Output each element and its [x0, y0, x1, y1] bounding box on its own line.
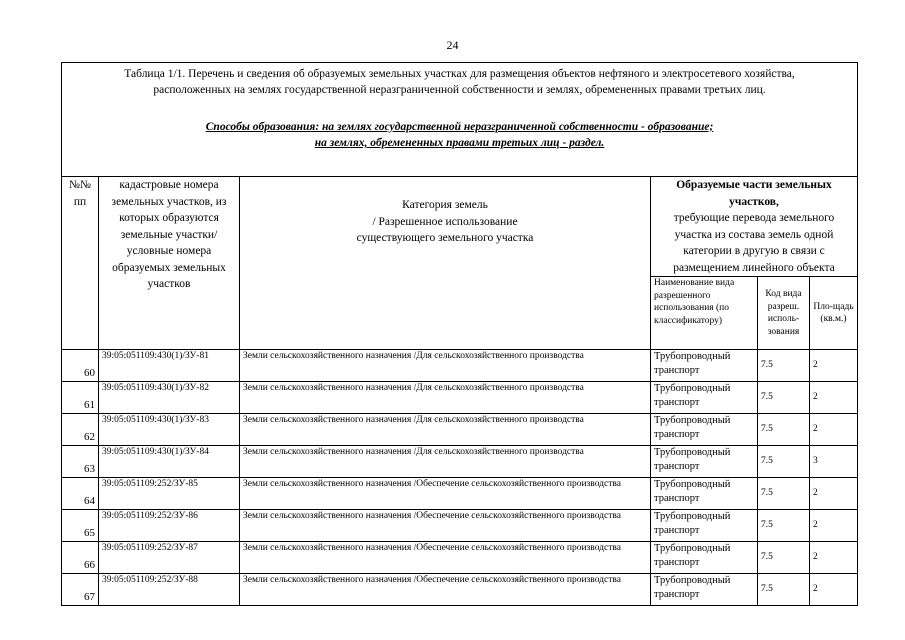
row-permitted-use: Трубопроводный транспорт [651, 542, 758, 574]
table-caption [62, 63, 858, 177]
header-category-line-3: существующего земельного участка [356, 232, 534, 244]
row-land-category: Земли сельскохозяйственного назначения /Обеспечение сельскохозяйственного производства [240, 510, 651, 542]
header-num: №№ пп [62, 177, 99, 350]
row-number: 67 [62, 574, 99, 606]
page-number: 24 [446, 38, 459, 52]
row-area: 3 [810, 446, 858, 478]
table-row [62, 542, 858, 574]
row-cadastral-number: 39:05:051109:252/ЗУ-86 [99, 510, 240, 542]
header-parts [651, 177, 858, 277]
caption-line-2: расположенных на землях государственной неразграниченной собственности и землях, обремененных правами третьих лиц. [153, 84, 766, 96]
row-land-category: Земли сельскохозяйственного назначения /Для сельскохозяйственного производства [240, 382, 651, 414]
row-use-code: 7.5 [758, 574, 810, 606]
caption-row [62, 63, 858, 177]
row-area: 2 [810, 510, 858, 542]
row-use-code: 7.5 [758, 382, 810, 414]
table-row [62, 414, 858, 446]
row-permitted-use: Трубопроводный транспорт [651, 350, 758, 382]
row-cadastral-number: 39:05:051109:430(1)/ЗУ-83 [99, 414, 240, 446]
row-land-category: Земли сельскохозяйственного назначения /Для сельскохозяйственного производства [240, 414, 651, 446]
row-cadastral-number: 39:05:051109:430(1)/ЗУ-84 [99, 446, 240, 478]
header-area: Пло-щадь (кв.м.) [810, 277, 858, 350]
caption-line-1: Таблица 1/1. Перечень и сведения об образуемых земельных участках для размещения объектов нефтяного и электросетевого хозяйства, [124, 68, 795, 80]
row-use-code: 7.5 [758, 478, 810, 510]
row-use-code: 7.5 [758, 446, 810, 478]
row-cadastral-number: 39:05:051109:252/ЗУ-88 [99, 574, 240, 606]
land-plots-table [61, 62, 858, 606]
row-number: 63 [62, 446, 99, 478]
row-permitted-use: Трубопроводный транспорт [651, 478, 758, 510]
row-number: 62 [62, 414, 99, 446]
header-category-line-2: / Разрешенное использование [372, 215, 518, 228]
row-use-code: 7.5 [758, 510, 810, 542]
header-category-line-1: Категория земель [402, 199, 488, 211]
row-cadastral-number: 39:05:051109:252/ЗУ-85 [99, 478, 240, 510]
table-row [62, 574, 858, 606]
header-code: Код вида разреш. исполь-зования [758, 277, 810, 350]
row-number: 65 [62, 510, 99, 542]
header-category [240, 177, 651, 350]
row-cadastral-number: 39:05:051109:430(1)/ЗУ-81 [99, 350, 240, 382]
header-parts-rest: требующие перевода земельного участка из состава земель одной категории в другую в связи с размещением линейного объекта [673, 212, 835, 274]
table-row [62, 382, 858, 414]
row-number: 60 [62, 350, 99, 382]
table-row [62, 446, 858, 478]
methods-line-2: на землях, обремененных правами третьих лиц - раздел. [314, 137, 605, 149]
row-area: 2 [810, 414, 858, 446]
row-number: 66 [62, 542, 99, 574]
methods-line-1: Способы образования: на землях государственной неразграниченной собственности - образование; [205, 121, 714, 133]
table-row [62, 510, 858, 542]
row-permitted-use: Трубопроводный транспорт [651, 510, 758, 542]
header-row-1 [62, 177, 858, 277]
row-land-category: Земли сельскохозяйственного назначения /Обеспечение сельскохозяйственного производства [240, 478, 651, 510]
table-row [62, 350, 858, 382]
row-land-category: Земли сельскохозяйственного назначения /Для сельскохозяйственного производства [240, 446, 651, 478]
row-permitted-use: Трубопроводный транспорт [651, 446, 758, 478]
header-parts-bold: Образуемые части земельных участков, [676, 179, 832, 208]
row-land-category: Земли сельскохозяйственного назначения /Для сельскохозяйственного производства [240, 350, 651, 382]
row-use-code: 7.5 [758, 414, 810, 446]
row-area: 2 [810, 542, 858, 574]
row-use-code: 7.5 [758, 542, 810, 574]
row-number: 61 [62, 382, 99, 414]
row-permitted-use: Трубопроводный транспорт [651, 414, 758, 446]
row-permitted-use: Трубопроводный транспорт [651, 574, 758, 606]
row-land-category: Земли сельскохозяйственного назначения /Обеспечение сельскохозяйственного производства [240, 574, 651, 606]
row-cadastral-number: 39:05:051109:430(1)/ЗУ-82 [99, 382, 240, 414]
row-area: 2 [810, 350, 858, 382]
header-purpose: Наименование вида разрешенного использования (по классификатору) [651, 277, 758, 350]
row-area: 2 [810, 574, 858, 606]
row-use-code: 7.5 [758, 350, 810, 382]
header-cadastral: кадастровые номера земельных участков, из которых образуются земельные участки/ условные номера образуемых земельных участков [99, 177, 240, 350]
table-row [62, 478, 858, 510]
row-area: 2 [810, 478, 858, 510]
row-cadastral-number: 39:05:051109:252/ЗУ-87 [99, 542, 240, 574]
row-land-category: Земли сельскохозяйственного назначения /Обеспечение сельскохозяйственного производства [240, 542, 651, 574]
row-area: 2 [810, 382, 858, 414]
row-permitted-use: Трубопроводный транспорт [651, 382, 758, 414]
row-number: 64 [62, 478, 99, 510]
